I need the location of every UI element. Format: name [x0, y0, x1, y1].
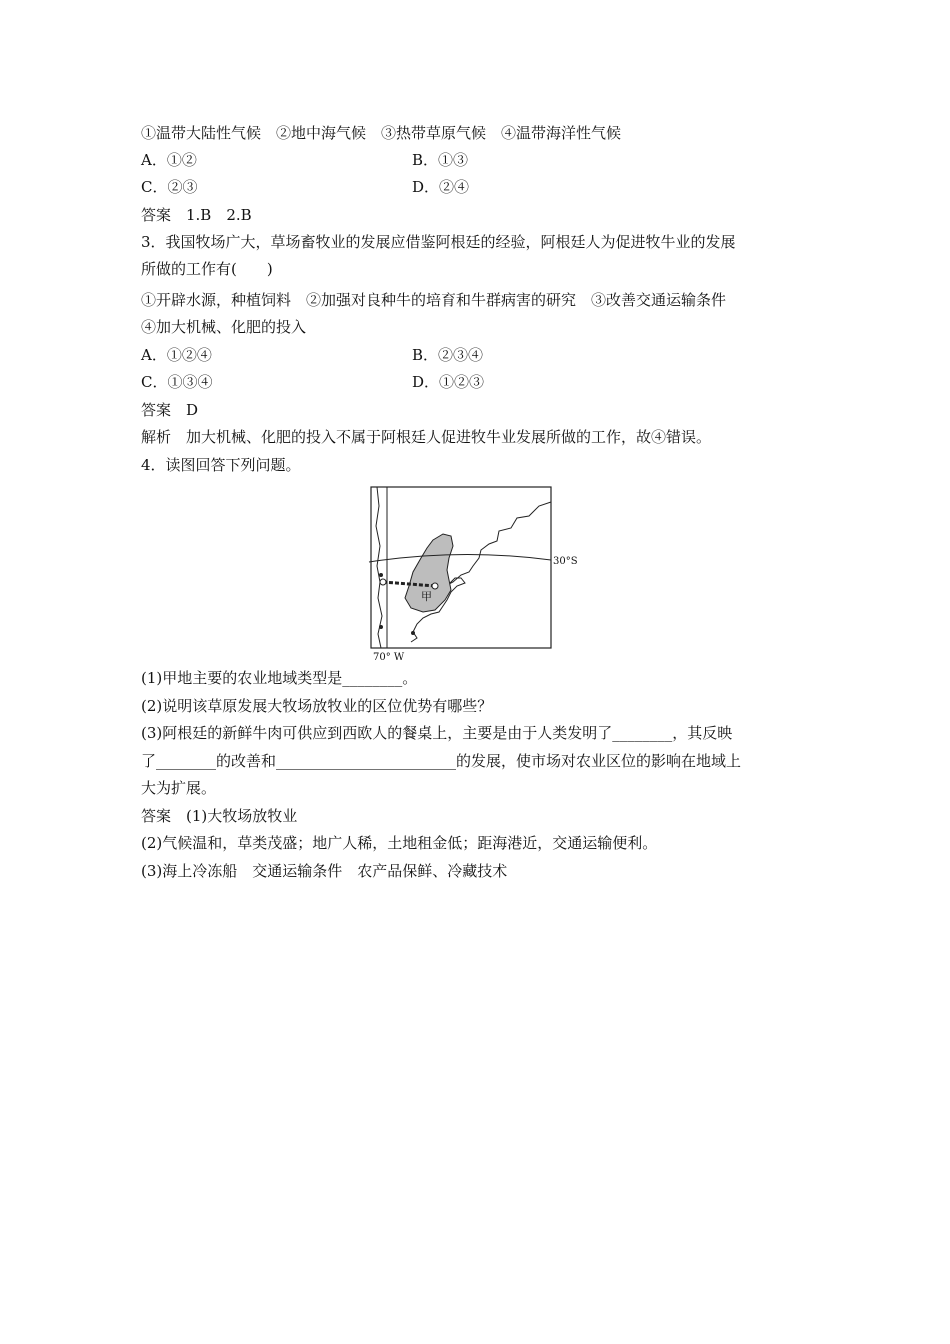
q4-sub1: (1)甲地主要的农业地域类型是________。	[141, 669, 418, 687]
q3-items-line-1: ①开辟水源，种植饲料 ②加强对良种牛的培育和牛群病害的研究 ③改善交通运输条件	[141, 291, 727, 309]
q4-stem: 4．读图回答下列问题。	[141, 456, 301, 474]
q4-sub3-line-1: (3)阿根廷的新鲜牛肉可供应到西欧人的餐桌上，主要是由于人类发明了________，其反映	[141, 724, 733, 742]
west-coastline	[376, 487, 382, 648]
q3-stem-line-2: 所做的工作有( )	[141, 260, 273, 278]
south-america-map	[369, 486, 578, 668]
q4-answer-1: 答案 (1)大牧场放牧业	[141, 807, 298, 825]
city-dot-north	[379, 573, 383, 577]
q4-answer-2: (2)气候温和，草类茂盛；地广人稀，土地租金低；距海港近，交通运输便利。	[141, 834, 658, 852]
city-marker-west	[380, 579, 386, 585]
q2-option-d: D．②④	[412, 178, 470, 196]
q2-option-b: B．①③	[412, 151, 469, 169]
meridian-70w-label: 70° W	[373, 652, 405, 663]
city-dot-southeast	[411, 631, 415, 635]
q2-option-a: A．①②	[141, 151, 197, 169]
q4-sub3-line-3: 大为扩展。	[141, 779, 217, 797]
q3-analysis: 解析 加大机械、化肥的投入不属于阿根廷人促进牧牛业发展所做的工作，故④错误。	[141, 428, 712, 446]
map-frame	[371, 487, 551, 648]
q3-option-a: A．①②④	[141, 346, 212, 364]
parallel-30s-label: 30°S	[553, 556, 578, 567]
q4-sub2: (2)说明该草原发展大牧场放牧业的区位优势有哪些？	[141, 697, 493, 715]
q3-option-d: D．①②③	[412, 373, 485, 391]
answer-q1-q2: 答案 1.B 2.B	[141, 206, 252, 224]
q4-sub3-line-2: 了________的改善和________________________的发展，使市场对农业区位的影响在地域上	[141, 752, 742, 770]
east-coastline	[449, 502, 551, 584]
region-jia-label: 甲	[421, 590, 432, 603]
q3-items-line-2: ④加大机械、化肥的投入	[141, 318, 307, 336]
q2-option-c: C．②③	[141, 178, 198, 196]
q4-answer-3: (3)海上冷冻船 交通运输条件 农产品保鲜、冷藏技术	[141, 862, 508, 880]
city-dot-south	[379, 625, 383, 629]
q3-answer: 答案 D	[141, 401, 199, 419]
city-marker-east	[432, 583, 438, 589]
q3-option-b: B．②③④	[412, 346, 484, 364]
q3-option-c: C．①③④	[141, 373, 213, 391]
q2-options-line: ①温带大陆性气候 ②地中海气候 ③热带草原气候 ④温带海洋性气候	[141, 124, 622, 142]
parallel-30s	[369, 554, 551, 562]
q3-stem-line-1: 3．我国牧场广大，草场畜牧业的发展应借鉴阿根廷的经验，阿根廷人为促进牧牛业的发展	[141, 233, 736, 251]
